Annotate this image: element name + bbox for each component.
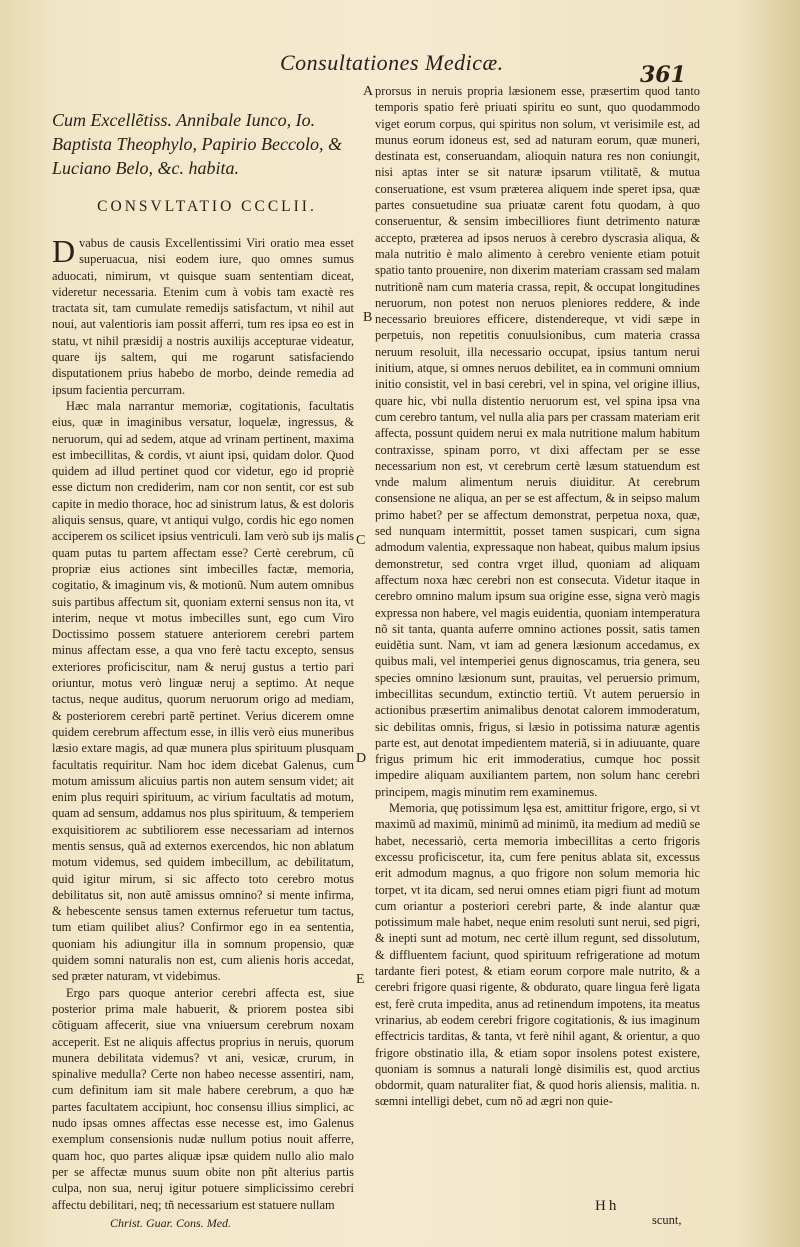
consultation-heading-block [52,108,354,180]
margin-letter-c: C [356,533,366,548]
catchword: scunt, [652,1213,682,1227]
right-paragraph: Memoria, quę potissimum lęsa est, amittitur frigore, ergo, si vt maximũ ad maximũ, minimũ ad minimũ, ita medium ad mediũ se habet, necessariò, certa memoria imbecillitas a certo frigoris excessu proficiscetur, ita, cum fere penitus ablata sit, excessus erit admodum magnus, a quo frigore non solum memoria hic torpet, vt ita dicam, sed nerui omnes etiam pigri fiunt ad motum cum oriantur a posteriori cerebri parte, & inde alantur quæ potissimum male habet, neque enim resoluti sunt nerui, sed pigri, & inepti sunt ad motum, nec certè illum regunt, sed dissolutum, & diffluentem faciunt, quod spirituum refrigeratione ad motum tardante fieri potest, & etiam eorum corpore male nutrito, & a cerebri frigore quasi rigente, & obdurato, quare lingua ferè ligata est, ferè cruta impedita, anus ad retinendum impotens, ita meatus vrinarius, ab eodem cerebri frigore cogitationis, & ius imaginum effectricis tarditas, & tanta, vt ferè nihil agant, & orientur, a quo frigore obstinatio illa, & etiam sopor insolens potest existere, quoniam is somnus a naturali longè disimilis est, quod arctius obdormit, quam naturaliter fiat, & quod horis aliensis, malitia. n. sœmni intelligi debet, cum nõ ad ægri non quie- [375,801,700,1109]
margin-letter-a: A [363,84,374,99]
left-paragraph: Ergo pars quoque anterior cerebri affecta est, siue posterior prima male habuerit, & priorem postea sibi cõtiguam affecerit, siue vna vniuersum cerebrum noxam acceperit. Est ne aliquis affectus proprius in neruis, quorum munera debilitata videmus? vt ani, vesicæ, crurum, in spinalive medulla? Certe non habeo necesse assentiri, nam, cum definitum iam sit male habere cerebrum, a quo hæ partes facultatem accipiunt, hoc consensu illius simplici, ac nudo ipsas omnes affectas esse necesse est, imo Galenus exemplum consensionis nudæ nullum potius nouit afferre, quam hoc, quo partes aliquæ ipsæ quidem nullo alio malo per se affectæ munus suum obite non pñt alterius partis culpa, non sua, neruj igitur potuere simplicissimo cerebri affectu debilitari, neq; tñ necessarium est statuere nullam [52,985,354,1212]
page-number: 361 [640,62,686,88]
right-paragraph: prorsus in neruis propria læsionem esse, præsertim quod tanto temporis spatio ferè priuati spiritu eo sunt, quo quodammodo viget eorum corpus, qui spiritus non solum, vt verisimile est, ad munus eorum idoneus est, sed ad naturam eorum, quæ muneri, destinata est, conseruandam, alioquin natura res non coniungit, nisi aptas inter se sit naturæ ipsarum vtilitatẽ, & mutua conseruatione, est vsum præterea aliquem inde speret ipsa, quæ partes consuetudine sua priuatæ carent fotu quodam, à quo conseruentur, & sensim imbecilliores fiunt detrimento naturæ accepto, præterea ad ipsos neruos à cerebro dyscrasia aliqua, & mala nutritio è malo alimento à cerebro veniente etiam potuit spatio tanto prouenire, non dixerim materiam crassam sed malam nutritionẽ nam cum materia crassa, repit, & occupat longitudines neruorum, non potest non neruos pleniores reddere, & inde necessario breuiores efficere, distendereque, vt vidi sæpe in perpetuis, non repetitis conuulsionibus, cum materia crassa neruum resoluit, illa necessario occupat, ipsius tantum nerui initium, atque, si omnes neruos debilitet, ea in communi omnium initio consistit, vel in basi cerebri, vel in spina, vel origine illius, quare hic, vbi nulla distentio neruorum est, vel spina ipsa vna cum cerebro tantum, vel nulla alia pars per crassam materiam erit affecta, possunt quidem nerui ex mala nutritione malum habitum contraxisse, spinam porro, vt dixi affectam per se esse necessarium non est, vt cerebrum certè læsum statuendum est vnde malum alimentum neruis diuiditur. At cerebrum consensione ne aliqua, an per se est affectum, & in seipso malum primo habet? per se affectum demonstrat, perpetua noxa, quæ, sed nunquam intermittit, posset tamen suspicari, cum signa admodum valentia, expressaque non habeat, quibus malum ipsius demonstretur, sed contra vrget illud, quoniam ad aliquam affectum noxa hæc cerebri non est consecuta. Videtur itaque in cerebro omnino malum ipsum sua origine esse, signa verò magis expressa non habere, vel magis euidentia, quoniam intemperatura nõ sit tanta, quanta auferre omnino actiones possit, satis tamen euidẽtia sunt. Nam, vt iam ad genera læsionum accedamus, ex quibus mali, vel intemperiei genus dignoscamus, tria genera, seu species omnino læsionum sunt, prauitas, vel peruersio primum, imbecillitas secundum, extinctio tertiũ. Vt autem peruersio in actionibus præsertim animalibus denotat calorem immoderatum, sic debilitas omnis, frigus, si læsio in potissima naturæ agentis parte est, aut denotat impedientem materiã, si in adiuuante, quare frigus primum hic erit immoderatius, cumque hoc possit impedire aliquam auxiliantem partem, non solum hanc cerebri principem, magis minutim rem examinemus. [375,84,700,799]
margin-letter-e: E [356,972,365,987]
margin-letter-b: B [363,310,373,325]
section-title: CONSVLTATIO CCCLII. [97,198,317,215]
left-paragraph: Dvabus de causis Excellentissimi Viri oratio mea esset superuacua, nisi eodem iure, quo omnes sumus aduocati, nimirum, vt quisque suam sententiam diceat, videretur necessaria. Etenim cum à vobis tam exactè res tractata sit, tam cumulate remedijs satisfactum, vt nihil aut noui, aut valentioris iam possit afferri, tum res ipsa eo est in statu, vt nihil præsidij a nostris auxilijs accepturae videatur, quare ijs saltem, qui me rogarunt satisfaciendo disputationem prius habebo de morbo, deinde remedia ad ipsum facientia percurram. [52,233,354,397]
signature-mark: Hh [595,1198,620,1214]
right-column [375,83,700,1110]
consultation-heading: Cum Excellẽtiss. Annibale Iunco, Io. Baptista Theophylo, Papirio Beccolo, & Luciano Belo, &c. habita. [52,110,342,178]
footer-note: Christ. Guar. Cons. Med. [110,1216,232,1230]
margin-letter-d: D [356,751,367,766]
running-head: Consultationes Medicæ. [280,50,504,75]
left-paragraph: Hæc mala narrantur memoriæ, cogitationis, facultatis eius, quæ in imaginibus versatur, loquelæ, ingressus, & neruorum, qui ad sedem, atque ad vrinam pertinent, maxima est imbecillitas, & cordis, vt aiunt ipsi, quidam dolor. Quod quidem ad illud pertinet quod cor videtur, ego id propriè esse dictum non crediderim, nam cor non sentit, cor est sub capite in medio thorace, hoc ad sinistrum latus, & est doloris aliquis sensus, quare, vt antiqui vulgo, cordis hic ego nomen acciperem os scilicet ipsius ventriculi. Iam verò sub ijs malis quam putas tu partem affectam esse? Certè cerebrum, cũ propriæ eius actiones sint imbecilles factæ, memoria, cogitatio, & imaginum vis, & motionũ. Num autem omnibus suis partibus affectum sit, quoniam externi sensus non ita, vt interim, neque vt motus imbecilles sunt, ego cum Viro Doctissimo possem statuere anteriorem cerebri partem minus affectam esse, a qua vno ferè tactu excepto, sensus exteriores proficiscitur, nam & neruj gustus a tertio pari oriuntur, motus verò linguæ neruj a septimo. At neque tactus, neque auditus, quorum neruorum origo ad mediam, & posteriorem cerebri partẽ pertinet. Verius dicerem omne quidem cerebrum affectum esse, in illis verò eius muneribus læsio extare magis, ad quæ munera plus spirituum plusquam facultatis requiritur. Nam hoc idem dicebat Galenus, cum motum amissum alicuius partis non autem sensum videt; ait enim plus requiri spirituum, ac virium facultatis ad motum, quam ad sensum, addamus nos plus spirituum, & temperiem exquisitiorem ac subtiliorem esse necessariam ad internos mentis sensus, quã ad externos exercendos, hic non ablatum motum videmus, sed quidem imbecillum, ac debilitatum, quid igitur mirum, si sic affecto toto cerebro motus debilitatus sit, non autẽ amissus omnino? si mente infirma, & hebescente sensus tamen externus referuetur tum tactus, tum etiam quilibet alius? Confirmor ego in ea sententia, quoniam his adiungitur illa in somnum propensio, quæ quidem somni naturalis non est, cum alienis horis accedat, sed præter naturam, vt videbimus. [52,398,354,984]
page-edge-shading [740,0,800,1247]
left-column [52,235,354,1213]
